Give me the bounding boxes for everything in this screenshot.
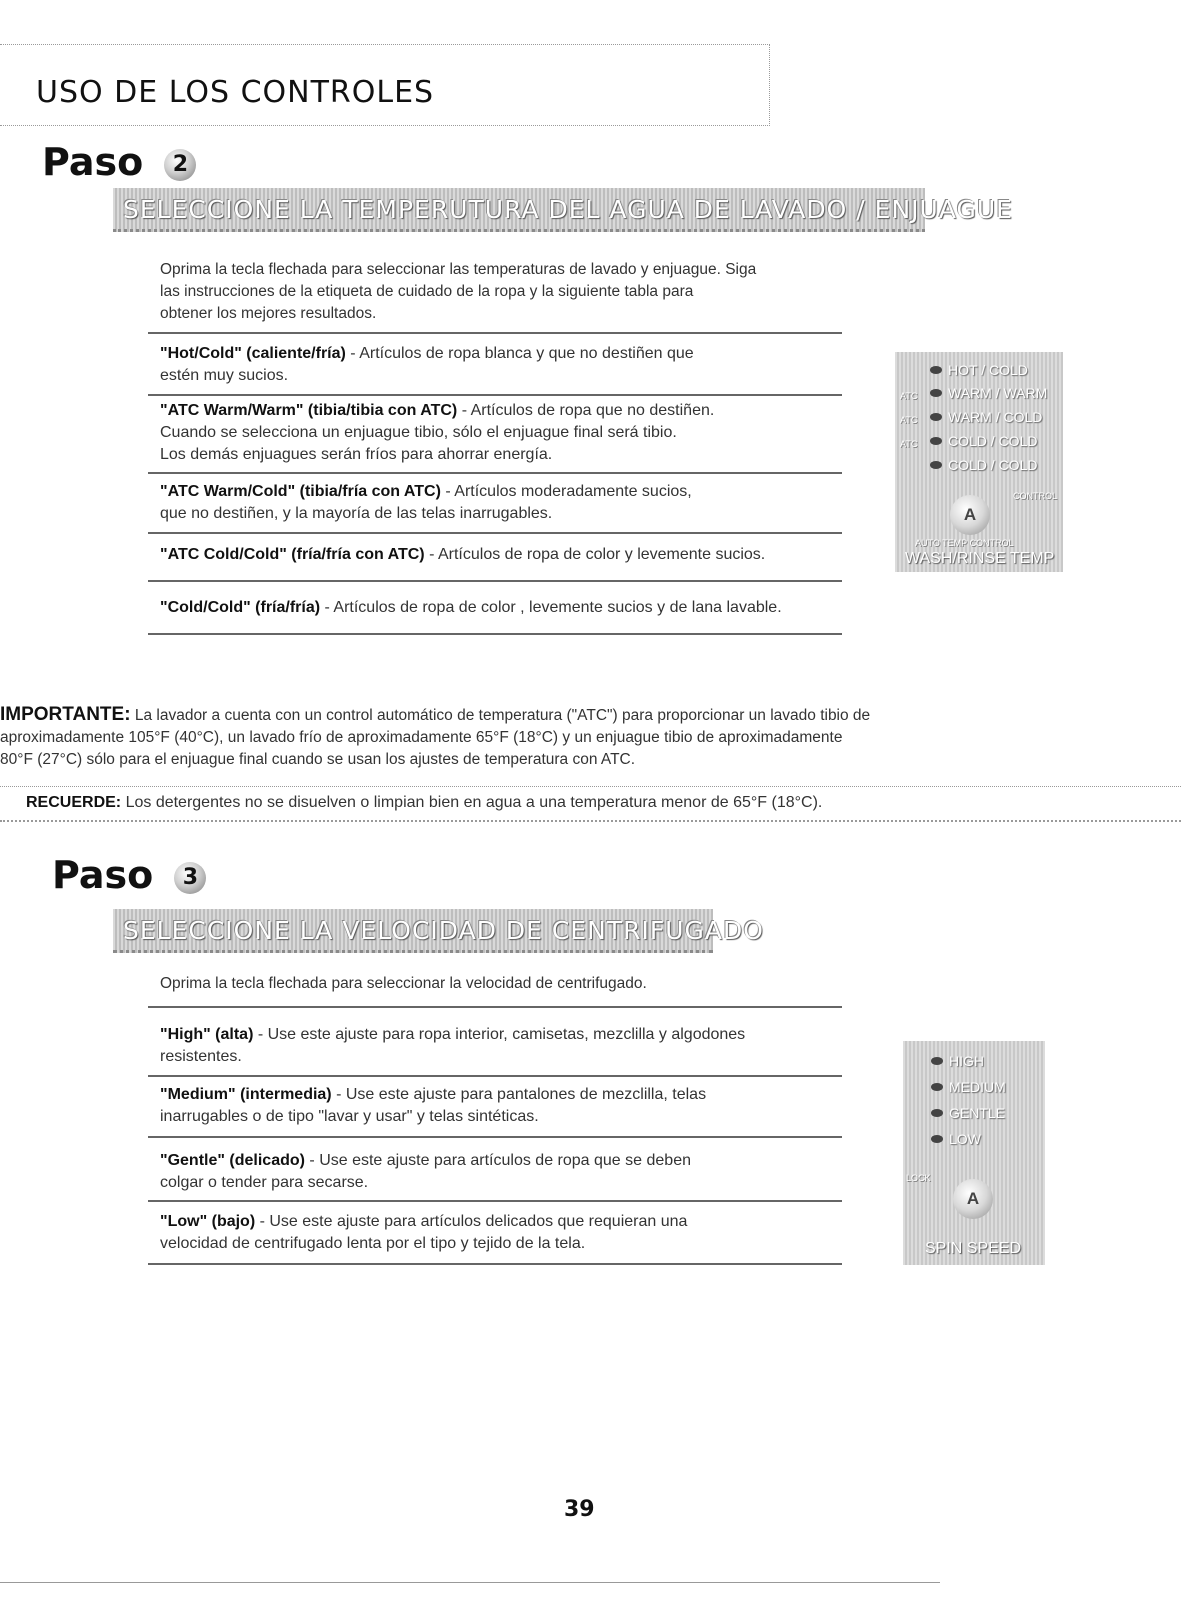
step-2-banner-title: SELECCIONE LA TEMPERUTURA DEL AGUA DE LAVADO / ENJUAGUE: [123, 195, 1013, 224]
atc-prefix: ATC: [900, 439, 918, 449]
spin-speed-panel: [903, 1041, 1045, 1265]
spin-option-low: [160, 1211, 880, 1255]
panel-option: COLD / COLD: [930, 457, 1037, 473]
temp-option-atc-warm-warm: [160, 400, 880, 466]
important-note: [0, 704, 1181, 771]
step-number-icon: 2: [164, 149, 196, 181]
bottom-divider: [0, 1582, 940, 1583]
indicator-light-icon: [931, 1109, 943, 1117]
indicator-light-icon: [931, 1135, 943, 1143]
option-desc: - Artículos de ropa que no destiñen.: [457, 402, 715, 419]
divider: [148, 1136, 842, 1138]
option-desc-line: resistentes.: [160, 1048, 242, 1065]
step-2-banner: [113, 188, 1013, 232]
option-name: "Hot/Cold" (caliente/fría): [160, 345, 346, 362]
option-desc-line: que no destiñen, y la mayoría de las telas inarrugables.: [160, 505, 553, 522]
panel-option: GENTLE: [931, 1105, 1005, 1121]
option-name: "Gentle" (delicado): [160, 1152, 305, 1169]
step-2-heading: [42, 140, 196, 184]
option-desc: - Use este ajuste para ropa interior, camisetas, mezclilla y algodones: [253, 1026, 746, 1043]
option-desc: - Artículos de ropa de color , levemente sucios y de lana lavable.: [320, 599, 782, 616]
spin-option-high: [160, 1024, 880, 1068]
divider: [148, 580, 842, 582]
remember-label: RECUERDE:: [26, 794, 122, 811]
panel-footer-label: WASH/RINSE TEMP: [905, 550, 1055, 567]
spin-option-gentle: [160, 1150, 880, 1194]
atc-prefix: ATC: [900, 391, 918, 401]
intro-line: las instrucciones de la etiqueta de cuidado de la ropa y la siguiente tabla para: [160, 283, 694, 300]
divider: [148, 532, 842, 534]
temp-select-button[interactable]: A: [950, 495, 990, 535]
indicator-light-icon: [930, 461, 942, 469]
page-number: 39: [564, 1497, 595, 1522]
indicator-light-icon: [930, 413, 942, 421]
step-3-heading: [52, 853, 206, 897]
option-desc: - Use este ajuste para artículos delicados que requieran una: [255, 1213, 688, 1230]
divider: [148, 633, 842, 635]
panel-footer-label: SPIN SPEED: [925, 1240, 1022, 1257]
indicator-light-icon: [930, 437, 942, 445]
temp-option-atc-warm-cold: [160, 481, 880, 525]
option-name: "ATC Warm/Warm" (tibia/tibia con ATC): [160, 402, 458, 419]
temp-option-atc-cold-cold: [160, 544, 900, 566]
remember-text: Los detergentes no se disuelven o limpian bien en agua a una temperatura menor de 65°F (18°C).: [121, 794, 823, 811]
step-number-icon: 3: [174, 862, 206, 894]
spin-select-button[interactable]: A: [953, 1179, 993, 1219]
divider: [148, 1200, 842, 1202]
remember-note: [26, 794, 822, 812]
control-label: CONTROL: [1013, 491, 1058, 501]
remember-box: [0, 786, 1181, 822]
option-name: "Medium" (intermedia): [160, 1086, 332, 1103]
option-desc: - Use este ajuste para artículos de ropa que se deben: [304, 1152, 691, 1169]
step-label: Paso: [42, 140, 144, 184]
spin-option-medium: [160, 1084, 880, 1128]
option-desc: - Artículos de ropa de color y levemente sucios.: [424, 546, 766, 563]
indicator-light-icon: [930, 389, 942, 397]
option-desc-line: colgar o tender para secarse.: [160, 1174, 369, 1191]
atc-prefix: ATC: [900, 415, 918, 425]
divider: [148, 1263, 842, 1265]
option-desc-line: velocidad de centrifugado lenta por el tipo y tejido de la tela.: [160, 1235, 586, 1252]
divider: [148, 472, 842, 474]
step-3-banner-title: SELECCIONE LA VELOCIDAD DE CENTRIFUGADO: [123, 916, 764, 945]
important-line: aproximadamente 105°F (40°C), un lavado frío de aproximadamente 65°F (18°C) y un enjuague tibio de aproximadamente: [0, 729, 843, 746]
lock-label: LOCK: [906, 1173, 931, 1183]
option-desc-line: inarrugables o de tipo "lavar y usar" y telas sintéticas.: [160, 1108, 539, 1125]
panel-option: LOW: [931, 1131, 981, 1147]
option-desc-line: Cuando se selecciona un enjuague tibio, sólo el enjuague final será tibio.: [160, 424, 677, 441]
panel-option: COLD / COLD: [930, 433, 1037, 449]
indicator-light-icon: [930, 366, 942, 374]
step-3-intro: Oprima la tecla flechada para seleccionar la velocidad de centrifugado.: [160, 975, 647, 992]
option-desc-line: estén muy sucios.: [160, 367, 289, 384]
temp-option-hot-cold: [160, 343, 880, 387]
step-3-banner: [113, 909, 764, 953]
important-line: 80°F (27°C) sólo para el enjuague final cuando se usan los ajustes de temperatura con ATC.: [0, 751, 636, 768]
step-2-intro: [160, 259, 860, 325]
wash-rinse-temp-panel: [895, 352, 1063, 572]
temp-option-cold-cold: [160, 597, 900, 619]
section-title: USO DE LOS CONTROLES: [36, 75, 435, 110]
option-name: "Low" (bajo): [160, 1213, 256, 1230]
step-label: Paso: [52, 853, 154, 897]
option-name: "ATC Cold/Cold" (fría/fría con ATC): [160, 546, 425, 563]
divider: [148, 332, 842, 334]
panel-option: HIGH: [931, 1053, 984, 1069]
option-name: "Cold/Cold" (fría/fría): [160, 599, 321, 616]
option-name: "ATC Warm/Cold" (tibia/fría con ATC): [160, 483, 441, 500]
panel-option: WARM / COLD: [930, 409, 1042, 425]
divider: [148, 394, 842, 396]
panel-option: HOT / COLD: [930, 362, 1028, 378]
option-desc: - Artículos de ropa blanca y que no destiñen que: [345, 345, 694, 362]
important-label: IMPORTANTE:: [0, 704, 131, 725]
intro-line: Oprima la tecla flechada para seleccionar las temperaturas de lavado y enjuague. Siga: [160, 261, 757, 278]
important-line: La lavador a cuenta con un control automático de temperatura ("ATC") para proporcionar un lavado tibio de: [130, 707, 871, 724]
panel-option: WARM / WARM: [930, 385, 1047, 401]
option-desc: - Artículos moderadamente sucios,: [440, 483, 692, 500]
divider: [148, 1075, 842, 1077]
section-header-box: [0, 44, 770, 126]
option-desc: - Use este ajuste para pantalones de mezclilla, telas: [331, 1086, 707, 1103]
intro-line: obtener los mejores resultados.: [160, 305, 377, 322]
panel-option: MEDIUM: [931, 1079, 1006, 1095]
option-desc-line: Los demás enjuagues serán fríos para ahorrar energía.: [160, 446, 553, 463]
auto-temp-label: AUTO TEMP CONTROL: [915, 538, 1014, 548]
divider: [148, 1006, 842, 1008]
indicator-light-icon: [931, 1083, 943, 1091]
option-name: "High" (alta): [160, 1026, 254, 1043]
indicator-light-icon: [931, 1057, 943, 1065]
